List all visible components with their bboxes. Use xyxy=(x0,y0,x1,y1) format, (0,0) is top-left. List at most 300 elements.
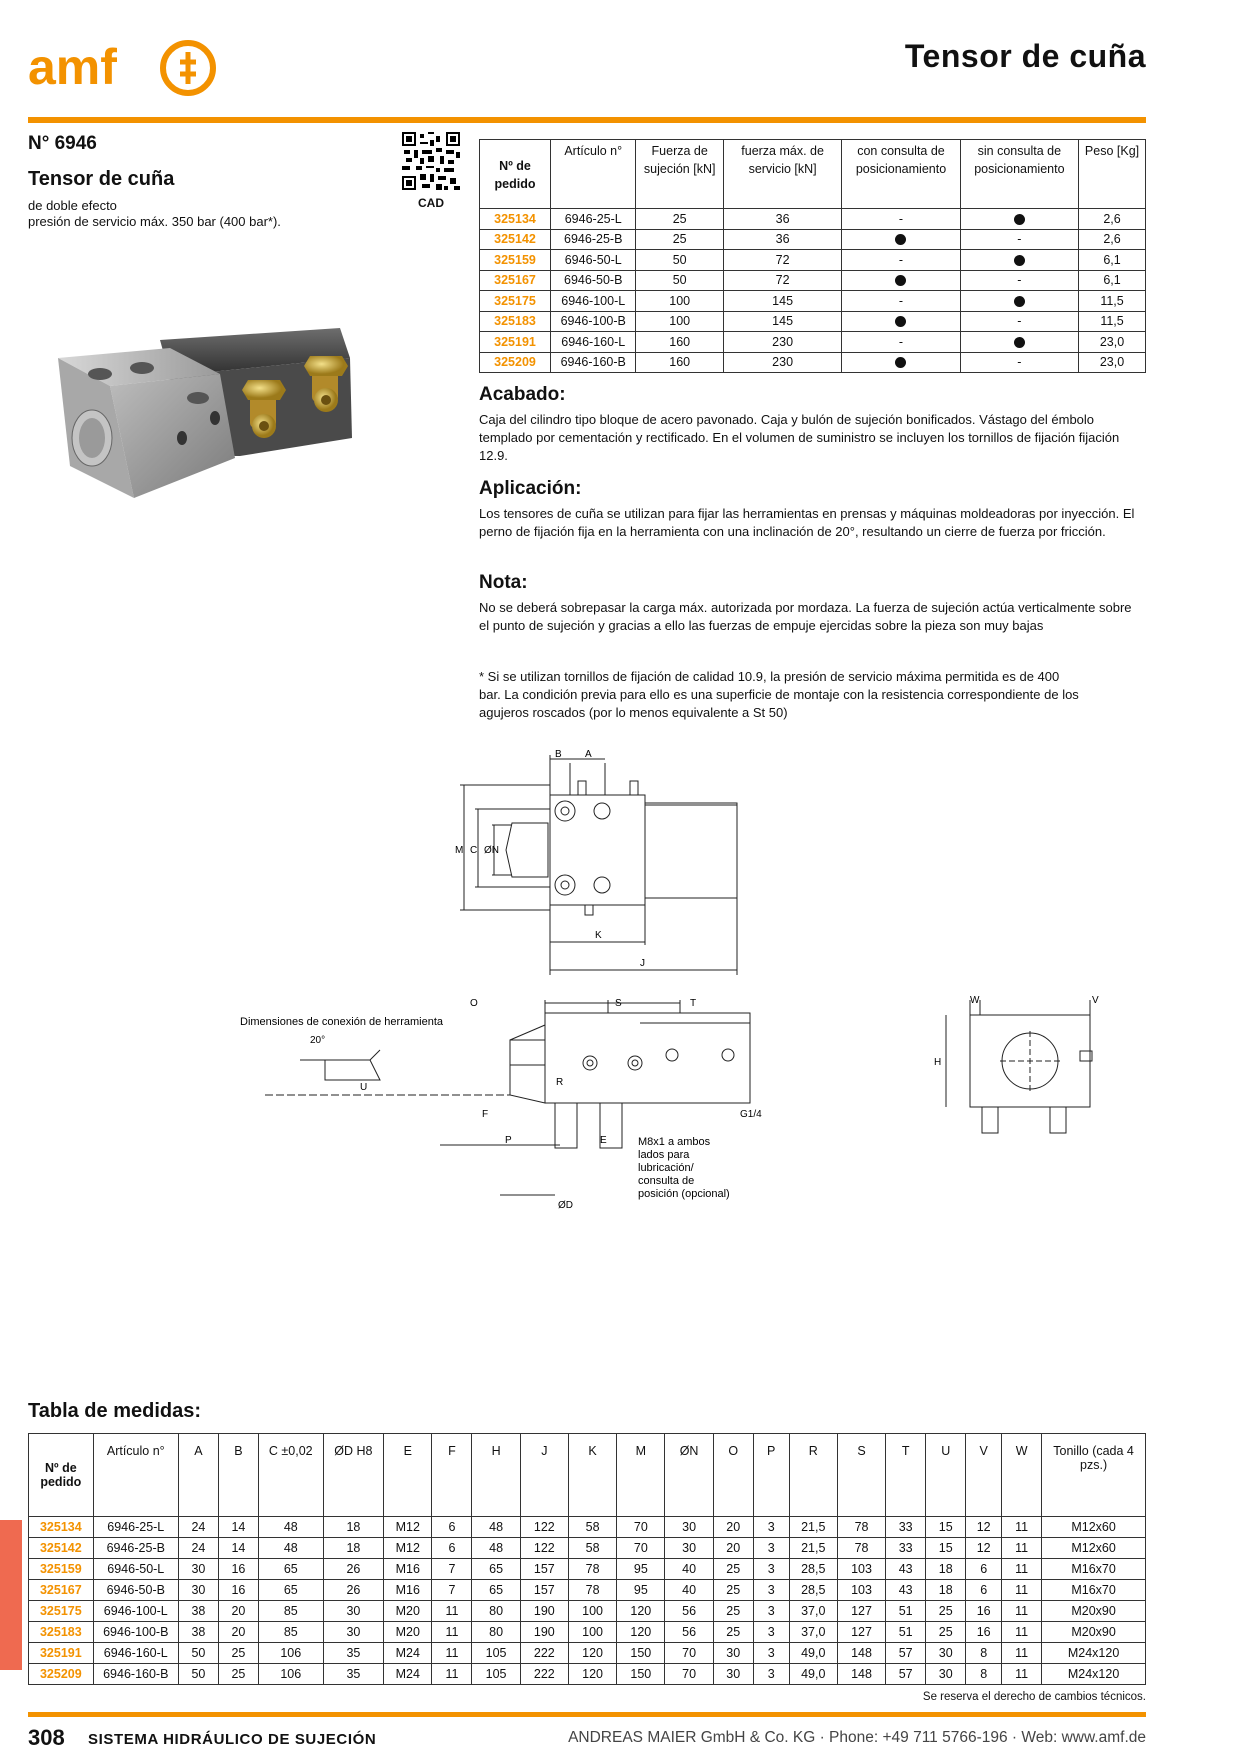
table-cell: 18 xyxy=(323,1517,384,1538)
table-cell: 160 xyxy=(636,332,723,353)
nota-text: No se deberá sobrepasar la carga máx. autorizada por mordaza. La fuerza de sujeción actúa verticalmente sobre el punto de sujeción y gracias a ello las fuerzas de empuje ejercidas sobre la pieza son muy bajas xyxy=(479,600,1132,633)
table-cell: 122 xyxy=(520,1517,568,1538)
table-cell: 37,0 xyxy=(789,1622,837,1643)
dims-header-cell: F xyxy=(432,1434,472,1517)
table-cell: 95 xyxy=(617,1580,665,1601)
table-cell: 25 xyxy=(636,229,723,250)
dims-header-cell: T xyxy=(886,1434,926,1517)
table-cell: M20 xyxy=(384,1622,432,1643)
table-cell: 20 xyxy=(713,1538,753,1559)
dim-label-o: O xyxy=(470,998,478,1009)
table-row xyxy=(480,270,1146,291)
table-cell: 3 xyxy=(753,1580,789,1601)
table-cell: 72 xyxy=(723,250,841,271)
technical-drawing-front-view xyxy=(240,995,800,1215)
table-cell: 100 xyxy=(568,1622,616,1643)
table-cell: M16x70 xyxy=(1042,1559,1146,1580)
table-cell: 6946-160-B xyxy=(551,352,636,373)
table-row xyxy=(480,209,1146,230)
table-cell: 222 xyxy=(520,1643,568,1664)
table-cell: 25 xyxy=(218,1664,258,1685)
table-cell xyxy=(960,291,1078,312)
order-code-cell: 325134 xyxy=(29,1517,94,1538)
page-title: Tensor de cuña xyxy=(904,38,1146,74)
table-cell: 6946-25-B xyxy=(93,1538,178,1559)
availability-dot-icon xyxy=(895,357,906,368)
table-cell: 3 xyxy=(753,1538,789,1559)
table-cell: 7 xyxy=(432,1559,472,1580)
table-cell: - xyxy=(960,352,1078,373)
dims-header-cell: Tonillo (cada 4 pzs.) xyxy=(1042,1434,1146,1517)
table-cell: 11 xyxy=(432,1622,472,1643)
table-cell: 20 xyxy=(218,1622,258,1643)
table-cell: 6 xyxy=(966,1580,1002,1601)
product-number: N° 6946 xyxy=(28,133,97,154)
dims-header-cell: Artículo n° xyxy=(93,1434,178,1517)
table-cell: 57 xyxy=(886,1643,926,1664)
table-row xyxy=(29,1517,1146,1538)
table-cell: 21,5 xyxy=(789,1517,837,1538)
table-cell: 106 xyxy=(258,1643,323,1664)
table-cell: 78 xyxy=(837,1538,885,1559)
table-cell: 80 xyxy=(472,1622,520,1643)
table-cell: M20x90 xyxy=(1042,1601,1146,1622)
table-cell: M12x60 xyxy=(1042,1538,1146,1559)
table-cell: 16 xyxy=(966,1601,1002,1622)
table-cell: 11 xyxy=(1002,1517,1042,1538)
dims-header-cell: U xyxy=(926,1434,966,1517)
table-cell: M16x70 xyxy=(1042,1580,1146,1601)
angle-label: 20° xyxy=(310,1035,326,1046)
bottom-divider xyxy=(28,1712,1146,1717)
table-cell: 51 xyxy=(886,1601,926,1622)
dim-label-a: A xyxy=(585,749,592,760)
order-code-cell: 325191 xyxy=(480,332,551,353)
lube-note-line-3: lubricación/ xyxy=(638,1162,694,1174)
footnote-text: * Si se utilizan tornillos de fijación de calidad 10.9, la presión de servicio máxima permitida es de 400 bar. La condición previa para ello es una superficie de montaje con la resistencia correspondiente de los agujeros roscados (por lo menos equivalente a St 50) xyxy=(479,669,1079,720)
table-cell: - xyxy=(842,250,960,271)
table-row xyxy=(480,291,1146,312)
table-cell: 48 xyxy=(258,1538,323,1559)
table-cell: 148 xyxy=(837,1664,885,1685)
header-with-position-check: con consulta de posicionamiento xyxy=(842,140,960,209)
table-cell xyxy=(960,209,1078,230)
table-cell: 11 xyxy=(432,1601,472,1622)
table-cell: 30 xyxy=(178,1559,218,1580)
table-row xyxy=(29,1580,1146,1601)
order-table-body xyxy=(480,209,1146,373)
table-cell: 49,0 xyxy=(789,1664,837,1685)
page-number: 308 xyxy=(28,1725,65,1750)
table-cell: 11 xyxy=(1002,1559,1042,1580)
table-cell: 57 xyxy=(886,1664,926,1685)
table-cell: 120 xyxy=(617,1601,665,1622)
table-cell: 6946-50-L xyxy=(93,1559,178,1580)
table-cell: 25 xyxy=(926,1622,966,1643)
order-code-cell: 325167 xyxy=(29,1580,94,1601)
table-cell: 36 xyxy=(723,229,841,250)
table-cell: 120 xyxy=(568,1643,616,1664)
table-cell: 37,0 xyxy=(789,1601,837,1622)
table-cell: M24 xyxy=(384,1643,432,1664)
table-cell: 30 xyxy=(713,1643,753,1664)
dim-label-c: C xyxy=(470,845,478,856)
product-name: Tensor de cuña xyxy=(28,168,175,190)
availability-dot-icon xyxy=(1014,337,1025,348)
table-cell: 190 xyxy=(520,1622,568,1643)
table-cell: 145 xyxy=(723,311,841,332)
table-cell: 78 xyxy=(568,1559,616,1580)
header-order-no: Nº de pedido xyxy=(480,140,551,209)
table-cell: M24x120 xyxy=(1042,1664,1146,1685)
table-cell: 230 xyxy=(723,352,841,373)
table-cell xyxy=(842,352,960,373)
table-cell: 145 xyxy=(723,291,841,312)
order-table-header xyxy=(480,140,1146,209)
table-cell: 6946-25-B xyxy=(551,229,636,250)
dims-header-cell: ØD H8 xyxy=(323,1434,384,1517)
table-cell: 3 xyxy=(753,1559,789,1580)
table-cell: 122 xyxy=(520,1538,568,1559)
table-cell: 25 xyxy=(713,1622,753,1643)
table-row xyxy=(29,1559,1146,1580)
table-cell: 65 xyxy=(258,1559,323,1580)
table-cell: 6946-100-L xyxy=(551,291,636,312)
table-cell: 103 xyxy=(837,1580,885,1601)
table-cell: 50 xyxy=(636,270,723,291)
dim-label-b: B xyxy=(555,749,562,760)
lube-note-line-2: lados para xyxy=(638,1149,690,1161)
availability-dot-icon xyxy=(1014,255,1025,266)
dims-header-cell: O xyxy=(713,1434,753,1517)
order-code-cell: 325167 xyxy=(480,270,551,291)
table-cell: 16 xyxy=(218,1559,258,1580)
table-cell: 20 xyxy=(713,1517,753,1538)
table-cell: 105 xyxy=(472,1643,520,1664)
dims-header-cell: V xyxy=(966,1434,1002,1517)
header-max-force: fuerza máx. de servicio [kN] xyxy=(723,140,841,209)
table-cell: 30 xyxy=(178,1580,218,1601)
table-cell: 78 xyxy=(837,1517,885,1538)
availability-dot-icon xyxy=(895,316,906,327)
table-cell: 30 xyxy=(665,1517,713,1538)
table-cell: 26 xyxy=(323,1559,384,1580)
table-cell: 20 xyxy=(218,1601,258,1622)
table-cell: 43 xyxy=(886,1580,926,1601)
dim-label-h: H xyxy=(934,1057,942,1068)
table-cell: 6946-100-L xyxy=(93,1601,178,1622)
table-cell: 222 xyxy=(520,1664,568,1685)
lube-note-line-4: consulta de xyxy=(638,1175,695,1187)
order-code-cell: 325191 xyxy=(29,1643,94,1664)
order-code-cell: 325142 xyxy=(480,229,551,250)
amf-logo xyxy=(28,38,218,98)
table-cell: 150 xyxy=(617,1664,665,1685)
dims-header-cell: Nº de pedido xyxy=(29,1434,94,1517)
order-code-cell: 325159 xyxy=(480,250,551,271)
table-cell: 70 xyxy=(665,1643,713,1664)
table-cell: 40 xyxy=(665,1559,713,1580)
table-cell: 33 xyxy=(886,1538,926,1559)
table-cell: 25 xyxy=(713,1580,753,1601)
dims-header-cell: S xyxy=(837,1434,885,1517)
table-cell: M24 xyxy=(384,1664,432,1685)
header-without-position-check: sin consulta de posicionamiento xyxy=(960,140,1078,209)
table-cell: 3 xyxy=(753,1643,789,1664)
dim-label-r: R xyxy=(556,1077,564,1088)
table-cell: 35 xyxy=(323,1664,384,1685)
table-cell: 100 xyxy=(568,1601,616,1622)
aplicacion-title: Aplicación: xyxy=(479,478,582,499)
table-cell: 150 xyxy=(617,1643,665,1664)
dims-header-cell: A xyxy=(178,1434,218,1517)
availability-dot-icon xyxy=(1014,296,1025,307)
table-cell: - xyxy=(960,229,1078,250)
table-cell: 48 xyxy=(472,1517,520,1538)
table-cell: 157 xyxy=(520,1580,568,1601)
table-cell: 70 xyxy=(617,1517,665,1538)
table-cell: 3 xyxy=(753,1517,789,1538)
table-cell: 70 xyxy=(617,1538,665,1559)
table-cell: 230 xyxy=(723,332,841,353)
table-cell: 72 xyxy=(723,270,841,291)
table-cell: 25 xyxy=(218,1643,258,1664)
table-cell xyxy=(842,270,960,291)
availability-dot-icon xyxy=(1014,214,1025,225)
table-cell: 11 xyxy=(1002,1622,1042,1643)
dims-header-cell: C ±0,02 xyxy=(258,1434,323,1517)
table-cell: 6 xyxy=(432,1538,472,1559)
table-cell: 6946-160-B xyxy=(93,1664,178,1685)
aplicacion-text: Los tensores de cuña se utilizan para fijar las herramientas en prensas y máquinas moldeadoras por inyección. El perno de fijación fija en la herramienta con una inclinación de 20°, resultando un cierre de fuerza por fricción. xyxy=(479,506,1135,539)
table-cell: 49,0 xyxy=(789,1643,837,1664)
table-cell: 11,5 xyxy=(1079,291,1146,312)
dims-header-cell: ØN xyxy=(665,1434,713,1517)
dim-label-k: K xyxy=(595,930,602,941)
table-cell: 35 xyxy=(323,1643,384,1664)
dims-header-cell: K xyxy=(568,1434,616,1517)
table-row xyxy=(480,352,1146,373)
dim-label-s: S xyxy=(615,998,622,1009)
table-cell: 38 xyxy=(178,1622,218,1643)
table-cell: 78 xyxy=(568,1580,616,1601)
dims-table-title: Tabla de medidas: xyxy=(28,1400,202,1422)
table-cell: 24 xyxy=(178,1517,218,1538)
table-cell: 120 xyxy=(617,1622,665,1643)
order-code-cell: 325159 xyxy=(29,1559,94,1580)
lube-note-line-5: posición (opcional) xyxy=(638,1188,730,1200)
table-row xyxy=(29,1601,1146,1622)
table-row xyxy=(29,1664,1146,1685)
table-cell: 65 xyxy=(258,1580,323,1601)
table-cell: 25 xyxy=(926,1601,966,1622)
table-cell: - xyxy=(842,291,960,312)
dim-label-w: W xyxy=(970,995,980,1006)
table-row xyxy=(480,332,1146,353)
table-cell: 40 xyxy=(665,1580,713,1601)
dims-header-cell: H xyxy=(472,1434,520,1517)
lube-note-line-1: M8x1 a ambos xyxy=(638,1136,711,1148)
table-cell: 6946-100-B xyxy=(93,1622,178,1643)
table-cell: 11 xyxy=(432,1664,472,1685)
order-table xyxy=(479,139,1146,373)
technical-drawing-side-view xyxy=(930,995,1130,1155)
dims-header-cell: P xyxy=(753,1434,789,1517)
table-cell: 2,6 xyxy=(1079,209,1146,230)
table-cell: 30 xyxy=(713,1664,753,1685)
table-cell: 6,1 xyxy=(1079,270,1146,291)
order-code-cell: 325175 xyxy=(480,291,551,312)
table-cell: 6,1 xyxy=(1079,250,1146,271)
order-code-cell: 325183 xyxy=(480,311,551,332)
table-cell: M16 xyxy=(384,1559,432,1580)
table-cell: 18 xyxy=(926,1580,966,1601)
table-cell: 33 xyxy=(886,1517,926,1538)
section-side-tab xyxy=(0,1520,22,1670)
table-cell: 26 xyxy=(323,1580,384,1601)
table-cell: 7 xyxy=(432,1580,472,1601)
order-code-cell: 325209 xyxy=(480,352,551,373)
table-cell: 18 xyxy=(323,1538,384,1559)
technical-drawing-top-view xyxy=(440,745,780,985)
table-cell: 23,0 xyxy=(1079,332,1146,353)
table-cell: 58 xyxy=(568,1538,616,1559)
nota-title: Nota: xyxy=(479,572,528,593)
dims-header-cell: M xyxy=(617,1434,665,1517)
table-cell: 105 xyxy=(472,1664,520,1685)
order-code-cell: 325175 xyxy=(29,1601,94,1622)
thread-label-g14: G1/4 xyxy=(740,1109,762,1120)
table-cell: 38 xyxy=(178,1601,218,1622)
table-cell: 6946-50-B xyxy=(93,1580,178,1601)
table-cell: 16 xyxy=(966,1622,1002,1643)
table-cell: 100 xyxy=(636,291,723,312)
table-cell: 28,5 xyxy=(789,1580,837,1601)
qr-code-icon[interactable] xyxy=(402,132,460,190)
table-cell: 157 xyxy=(520,1559,568,1580)
table-cell: 30 xyxy=(926,1643,966,1664)
table-cell: 51 xyxy=(886,1622,926,1643)
table-cell xyxy=(842,229,960,250)
table-cell: 3 xyxy=(753,1601,789,1622)
dims-header-cell: J xyxy=(520,1434,568,1517)
table-cell: 11 xyxy=(1002,1643,1042,1664)
table-cell: M12x60 xyxy=(1042,1517,1146,1538)
dim-label-v: V xyxy=(1092,995,1099,1006)
table-cell: 12 xyxy=(966,1538,1002,1559)
table-cell: 56 xyxy=(665,1601,713,1622)
table-row xyxy=(29,1622,1146,1643)
product-desc-2: presión de servicio máx. 350 bar (400 bar*). xyxy=(28,214,281,229)
table-cell: 127 xyxy=(837,1601,885,1622)
dim-label-d: ØD xyxy=(558,1200,573,1211)
table-cell: 14 xyxy=(218,1538,258,1559)
table-cell: 21,5 xyxy=(789,1538,837,1559)
table-cell: 43 xyxy=(886,1559,926,1580)
table-cell: M20 xyxy=(384,1601,432,1622)
dims-table xyxy=(28,1433,1146,1685)
availability-dot-icon xyxy=(895,275,906,286)
table-cell: 56 xyxy=(665,1622,713,1643)
table-cell: 11,5 xyxy=(1079,311,1146,332)
table-cell: 6 xyxy=(966,1559,1002,1580)
cad-label: CAD xyxy=(418,196,444,210)
dims-header-cell: R xyxy=(789,1434,837,1517)
table-cell: 30 xyxy=(926,1664,966,1685)
dims-table-body xyxy=(29,1517,1146,1685)
table-cell: 65 xyxy=(472,1559,520,1580)
order-code-cell: 325142 xyxy=(29,1538,94,1559)
table-cell: 148 xyxy=(837,1643,885,1664)
product-desc-1: de doble efecto xyxy=(28,198,117,213)
table-cell: 14 xyxy=(218,1517,258,1538)
table-cell: M16 xyxy=(384,1580,432,1601)
table-cell xyxy=(842,311,960,332)
table-cell: 190 xyxy=(520,1601,568,1622)
table-row xyxy=(480,311,1146,332)
table-cell: 11 xyxy=(432,1643,472,1664)
table-cell: 58 xyxy=(568,1517,616,1538)
table-cell: 30 xyxy=(665,1538,713,1559)
table-cell: 160 xyxy=(636,352,723,373)
table-cell: 120 xyxy=(568,1664,616,1685)
table-cell: 30 xyxy=(323,1622,384,1643)
acabado-text: Caja del cilindro tipo bloque de acero pavonado. Caja y bulón de sujeción bonificados. Vástago del émbolo templado por cementación y rectificado. En el volumen de suministro se incluyen los tornillos de fijación fijación 12.9. xyxy=(479,412,1120,463)
table-cell xyxy=(960,250,1078,271)
table-cell: 28,5 xyxy=(789,1559,837,1580)
dim-label-p: P xyxy=(505,1135,512,1146)
table-cell: 23,0 xyxy=(1079,352,1146,373)
table-cell: 70 xyxy=(665,1664,713,1685)
header-article: Artículo n° xyxy=(551,140,636,209)
dims-header-cell: W xyxy=(1002,1434,1042,1517)
table-cell: 48 xyxy=(472,1538,520,1559)
table-cell: M20x90 xyxy=(1042,1622,1146,1643)
table-row xyxy=(480,229,1146,250)
table-cell: 25 xyxy=(713,1559,753,1580)
table-cell: 106 xyxy=(258,1664,323,1685)
table-cell: 48 xyxy=(258,1517,323,1538)
table-cell: 6946-50-L xyxy=(551,250,636,271)
table-cell: 16 xyxy=(218,1580,258,1601)
product-photo xyxy=(50,328,430,568)
table-cell: 24 xyxy=(178,1538,218,1559)
table-cell: 12 xyxy=(966,1517,1002,1538)
table-cell: 50 xyxy=(178,1643,218,1664)
dim-label-t: T xyxy=(690,998,697,1009)
order-code-cell: 325209 xyxy=(29,1664,94,1685)
table-cell: 18 xyxy=(926,1559,966,1580)
header-weight: Peso [Kg] xyxy=(1079,140,1146,209)
dim-label-f: F xyxy=(482,1109,489,1120)
dims-table-header xyxy=(29,1434,1146,1517)
table-row xyxy=(29,1538,1146,1559)
table-cell: 8 xyxy=(966,1664,1002,1685)
table-cell: 50 xyxy=(636,250,723,271)
table-cell: 6946-25-L xyxy=(93,1517,178,1538)
dims-header-cell: E xyxy=(384,1434,432,1517)
table-cell: 100 xyxy=(636,311,723,332)
dims-header-cell: B xyxy=(218,1434,258,1517)
table-cell: 80 xyxy=(472,1601,520,1622)
table-cell: 95 xyxy=(617,1559,665,1580)
availability-dot-icon xyxy=(895,234,906,245)
order-code-cell: 325183 xyxy=(29,1622,94,1643)
acabado-title: Acabado: xyxy=(479,384,566,405)
table-cell: 11 xyxy=(1002,1664,1042,1685)
table-cell: - xyxy=(842,209,960,230)
table-cell xyxy=(960,332,1078,353)
